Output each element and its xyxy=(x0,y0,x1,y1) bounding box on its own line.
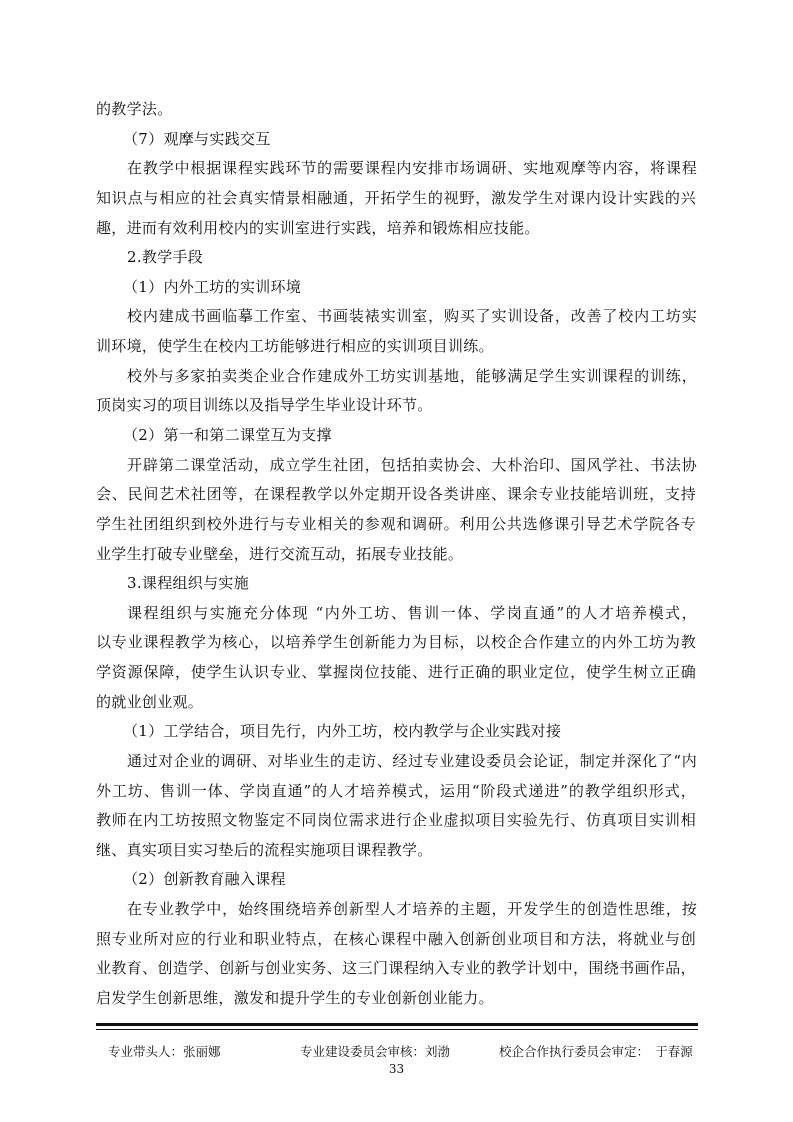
body-line: 照专业所对应的行业和职业特点，在核心课程中融入创新创业项目和方法，将就业与创 xyxy=(96,930,696,948)
section-heading: （7）观摩与实践交互 xyxy=(123,130,271,148)
footer-enterprise: 校企合作执行委员会审定： 于春源 xyxy=(499,1044,693,1059)
body-line: 启发学生创新思维，激发和提升学生的专业创新创业能力。 xyxy=(96,989,494,1007)
body-line: 以专业课程教学为核心，以培养学生创新能力为目标，以校企合作建立的内外工坊为教 xyxy=(96,633,696,651)
body-line: 外工坊、售训一体、学岗直通”的人才培养模式，运用“阶段式递进”的教学组织形式， xyxy=(96,782,696,800)
footer-rule-thick xyxy=(96,1023,698,1026)
body-line: 在专业教学中，始终围绕培养创新型人才培养的主题，开发学生的创造性思维，按 xyxy=(127,900,697,918)
page-number: 33 xyxy=(388,1062,405,1076)
body-line: 学资源保障，使学生认识专业、掌握岗位技能、进行正确的职业定位，使学生树立正确 xyxy=(96,663,696,681)
body-line: 通过对企业的调研、对毕业生的走访、经过专业建设委员会论证，制定并深化了“内 xyxy=(127,752,697,770)
body-line: 趣，进而有效利用校内的实训室进行实践，培养和锻炼相应技能。 xyxy=(96,219,540,237)
section-heading: （1）工学结合，项目先行，内外工坊，校内教学与企业实践对接 xyxy=(123,722,562,740)
body-line: 校内建成书画临摹工作室、书画装裱实训室，购买了实训设备，改善了校内工坊实 xyxy=(127,307,697,325)
body-line: 业教育、创造学、创新与创业实务、这三门课程纳入专业的教学计划中，围绕书画作品， xyxy=(96,959,696,977)
body-line: 继、真实项目实习垫后的流程实施项目课程教学。 xyxy=(96,841,433,859)
body-line: 校外与多家拍卖类企业合作建成外工坊实训基地，能够满足学生实训课程的训练， xyxy=(127,367,697,385)
body-line: 教师在内工坊按照文物鉴定不同岗位需求进行企业虚拟项目实验先行、仿真项目实训相 xyxy=(96,811,696,829)
body-line: 知识点与相应的社会真实情景相融通，开拓学生的视野，激发学生对课内设计实践的兴 xyxy=(96,189,696,207)
footer-leader: 专业带头人：张丽娜 xyxy=(108,1044,221,1059)
section-heading: （2）第一和第二课堂互为支撑 xyxy=(123,426,332,444)
section-heading: （2）创新教育融入课程 xyxy=(123,870,286,888)
body-line: 的教学法。 xyxy=(96,100,173,118)
body-line: 课程组织与实施充分体现 “内外工坊、售训一体、学岗直通”的人才培养模式， xyxy=(127,604,697,622)
body-line: 学生社团组织到校外进行与专业相关的参观和调研。利用公共选修课引导艺术学院各专 xyxy=(96,515,696,533)
footer-rule-thin xyxy=(96,1029,698,1030)
section-heading: （1）内外工坊的实训环境 xyxy=(123,278,302,296)
body-line: 训环境，使学生在校内工坊能够进行相应的实训项目训练。 xyxy=(96,337,494,355)
body-line: 会、民间艺术社团等，在课程教学以外定期开设各类讲座、课余专业技能培训班，支持 xyxy=(96,485,696,503)
body-line: 的就业创业观。 xyxy=(96,693,204,711)
body-line: 开辟第二课堂活动，成立学生社团，包括拍卖协会、大朴治印、国风学社、书法协 xyxy=(127,456,697,474)
body-line: 业学生打破专业壁垒，进行交流互动，拓展专业技能。 xyxy=(96,545,464,563)
body-line: 顶岗实习的项目训练以及指导学生毕业设计环节。 xyxy=(96,396,433,414)
body-line: 在教学中根据课程实践环节的需要课程内安排市场调研、实地观摩等内容，将课程 xyxy=(127,159,697,177)
section-heading: 3.课程组织与实施 xyxy=(127,574,250,592)
section-heading: 2.教学手段 xyxy=(127,248,204,266)
footer-committee: 专业建设委员会审核：刘渤 xyxy=(300,1044,451,1059)
